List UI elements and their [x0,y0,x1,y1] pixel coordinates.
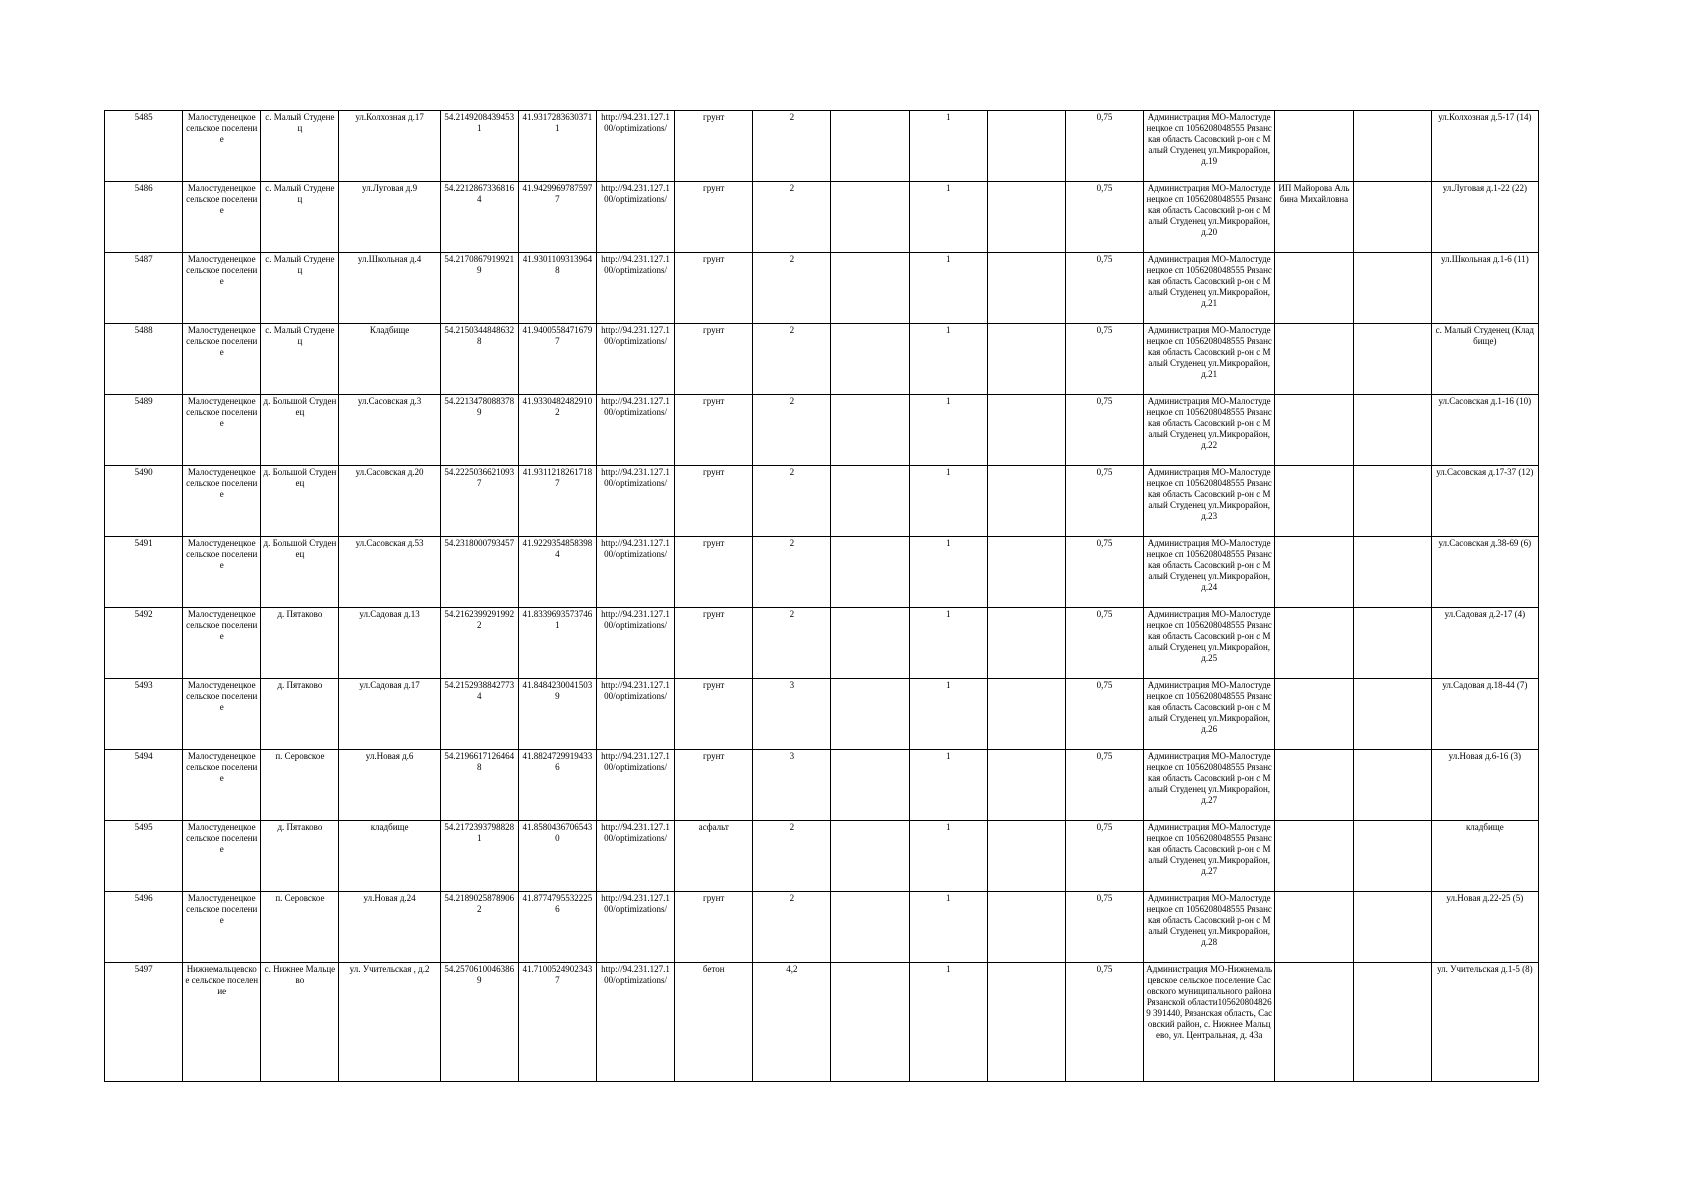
cell-lon: 41.84842300415039 [518,679,596,750]
cell-served: ул.Сасовская д.38-69 (6) [1431,537,1538,608]
cell-surface: грунт [675,182,753,253]
cell-area: 3 [753,679,831,750]
cell-e1 [831,821,909,892]
cell-served: ул.Колхозная д.5-17 (14) [1431,111,1538,182]
cell-municipality: Малостуденецкое сельское поселение [183,182,261,253]
cell-volume: 0,75 [1065,111,1143,182]
cell-lon: 41.92293548583984 [518,537,596,608]
cell-area: 2 [753,395,831,466]
cell-surface: грунт [675,537,753,608]
table-row [105,466,1539,537]
cell-containers: 1 [909,253,987,324]
cell-e1 [831,182,909,253]
cell-owner: Администрация МО-Малостуденецкое сп 1056208048555 Рязанская область Сасовский р-он с Малый Студенец ул.Микрорайон, д.20 [1144,182,1275,253]
cell-served: ул.Школьная д.1-6 (11) [1431,253,1538,324]
cell-containers: 1 [909,750,987,821]
table-row [105,821,1539,892]
cell-settlement: с. Малый Студенец [261,182,339,253]
cell-user [1275,963,1353,1082]
cell-area: 2 [753,324,831,395]
cell-no: 5487 [105,253,183,324]
cell-link: http://94.231.127.100/optimizations/ [596,324,674,395]
cell-served: ул.Садовая д.18-44 (7) [1431,679,1538,750]
cell-lat: 54.21723937988281 [440,821,518,892]
cell-e2 [987,395,1065,466]
cell-address: Кладбище [339,324,440,395]
cell-area: 2 [753,466,831,537]
cell-settlement: д. Большой Студенец [261,537,339,608]
cell-link: http://94.231.127.100/optimizations/ [596,537,674,608]
table-row [105,963,1539,1082]
cell-link: http://94.231.127.100/optimizations/ [596,111,674,182]
cell-owner: Администрация МО-Малостуденецкое сп 1056208048555 Рязанская область Сасовский р-он с Малый Студенец ул.Микрорайон, д.21 [1144,324,1275,395]
cell-e3 [1353,111,1431,182]
cell-surface: грунт [675,466,753,537]
cell-e3 [1353,253,1431,324]
cell-address: ул.Школьная д.4 [339,253,440,324]
cell-served: кладбище [1431,821,1538,892]
cell-owner: Администрация МО-Малостуденецкое сп 1056208048555 Рязанская область Сасовский р-он с Малый Студенец ул.Микрорайон, д.28 [1144,892,1275,963]
cell-lon: 41.93112182617187 [518,466,596,537]
cell-surface: асфальт [675,821,753,892]
cell-served: ул.Луговая д.1-22 (22) [1431,182,1538,253]
cell-surface: грунт [675,608,753,679]
cell-settlement: д. Пятаково [261,679,339,750]
cell-lat: 54.22128673368164 [440,182,518,253]
cell-owner: Администрация МО-Нижнемальцевское сельское поселение Сасовского муниципального района Рязанской области1056208048269 391440, Рязанская область, Сасовский район, с. Нижнее Мальцево, ул. Центральная, д. 43а [1144,963,1275,1082]
cell-lon: 41.93011093139648 [518,253,596,324]
cell-address: ул.Садовая д.17 [339,679,440,750]
table-row [105,892,1539,963]
cell-volume: 0,75 [1065,679,1143,750]
cell-settlement: д. Большой Студенец [261,466,339,537]
cell-municipality: Малостуденецкое сельское поселение [183,608,261,679]
table-row [105,679,1539,750]
cell-link: http://94.231.127.100/optimizations/ [596,963,674,1082]
cell-address: ул.Сасовская д.53 [339,537,440,608]
cell-user [1275,111,1353,182]
cell-e2 [987,466,1065,537]
cell-area: 4,2 [753,963,831,1082]
cell-served: ул.Садовая д.2-17 (4) [1431,608,1538,679]
cell-address: ул.Новая д.6 [339,750,440,821]
cell-municipality: Малостуденецкое сельское поселение [183,892,261,963]
cell-e2 [987,324,1065,395]
table-body [105,111,1539,1082]
cell-settlement: п. Серовское [261,892,339,963]
cell-served: ул.Сасовская д.17-37 (12) [1431,466,1538,537]
cell-e2 [987,182,1065,253]
cell-user [1275,750,1353,821]
cell-e1 [831,679,909,750]
cell-owner: Администрация МО-Малостуденецкое сп 1056208048555 Рязанская область Сасовский р-он с Малый Студенец ул.Микрорайон, д.25 [1144,608,1275,679]
cell-e1 [831,466,909,537]
cell-user [1275,466,1353,537]
cell-owner: Администрация МО-Малостуденецкое сп 1056208048555 Рязанская область Сасовский р-он с Малый Студенец ул.Микрорайон, д.19 [1144,111,1275,182]
cell-lon: 41.94299697875977 [518,182,596,253]
cell-settlement: с. Малый Студенец [261,253,339,324]
cell-municipality: Малостуденецкое сельское поселение [183,324,261,395]
cell-e3 [1353,395,1431,466]
table-row [105,324,1539,395]
cell-user [1275,395,1353,466]
cell-area: 2 [753,892,831,963]
cell-owner: Администрация МО-Малостуденецкое сп 1056208048555 Рязанская область Сасовский р-он с Малый Студенец ул.Микрорайон, д.27 [1144,750,1275,821]
table-row [105,111,1539,182]
cell-no: 5485 [105,111,183,182]
cell-settlement: с. Малый Студенец [261,111,339,182]
cell-address: ул.Сасовская д.20 [339,466,440,537]
cell-address: ул.Садовая д.13 [339,608,440,679]
cell-user [1275,679,1353,750]
cell-address: ул.Сасовская д.3 [339,395,440,466]
cell-municipality: Малостуденецкое сельское поселение [183,111,261,182]
cell-volume: 0,75 [1065,608,1143,679]
cell-surface: грунт [675,679,753,750]
cell-lon: 41.87747955322256 [518,892,596,963]
cell-lon: 41.93304824829102 [518,395,596,466]
cell-user [1275,324,1353,395]
cell-municipality: Малостуденецкое сельское поселение [183,466,261,537]
cell-e2 [987,821,1065,892]
cell-surface: грунт [675,253,753,324]
cell-e3 [1353,324,1431,395]
cell-no: 5493 [105,679,183,750]
cell-e2 [987,892,1065,963]
cell-lon: 41.88247299194336 [518,750,596,821]
cell-no: 5492 [105,608,183,679]
cell-area: 2 [753,821,831,892]
cell-owner: Администрация МО-Малостуденецкое сп 1056208048555 Рязанская область Сасовский р-он с Малый Студенец ул.Микрорайон, д.26 [1144,679,1275,750]
cell-e3 [1353,182,1431,253]
cell-e2 [987,608,1065,679]
cell-e3 [1353,608,1431,679]
cell-settlement: д. Большой Студенец [261,395,339,466]
cell-lon: 41.94005584716797 [518,324,596,395]
cell-link: http://94.231.127.100/optimizations/ [596,892,674,963]
cell-containers: 1 [909,679,987,750]
table-row [105,253,1539,324]
table-row [105,750,1539,821]
cell-no: 5496 [105,892,183,963]
cell-no: 5497 [105,963,183,1082]
cell-served: ул. Учительская д.1-5 (8) [1431,963,1538,1082]
cell-municipality: Малостуденецкое сельское поселение [183,537,261,608]
cell-e2 [987,963,1065,1082]
cell-user: ИП Майорова Альбина Михайловна [1275,182,1353,253]
cell-containers: 1 [909,821,987,892]
cell-link: http://94.231.127.100/optimizations/ [596,395,674,466]
cell-lat: 54.21492084394531 [440,111,518,182]
cell-e1 [831,253,909,324]
cell-address: ул.Колхозная д.17 [339,111,440,182]
cell-municipality: Малостуденецкое сельское поселение [183,253,261,324]
cell-user [1275,253,1353,324]
cell-link: http://94.231.127.100/optimizations/ [596,253,674,324]
registry-table [104,110,1539,1082]
cell-link: http://94.231.127.100/optimizations/ [596,821,674,892]
cell-containers: 1 [909,324,987,395]
cell-area: 2 [753,253,831,324]
cell-lat: 54.2318000793457 [440,537,518,608]
cell-surface: грунт [675,750,753,821]
cell-volume: 0,75 [1065,466,1143,537]
cell-municipality: Малостуденецкое сельское поселение [183,679,261,750]
cell-surface: грунт [675,395,753,466]
cell-lat: 54.21623992919922 [440,608,518,679]
cell-served: ул.Новая д.6-16 (3) [1431,750,1538,821]
cell-municipality: Малостуденецкое сельское поселение [183,821,261,892]
cell-owner: Администрация МО-Малостуденецкое сп 1056208048555 Рязанская область Сасовский р-он с Малый Студенец ул.Микрорайон, д.27 [1144,821,1275,892]
cell-e2 [987,111,1065,182]
cell-link: http://94.231.127.100/optimizations/ [596,679,674,750]
cell-lat: 54.25706100463869 [440,963,518,1082]
cell-area: 2 [753,111,831,182]
cell-settlement: с. Нижнее Мальцево [261,963,339,1082]
cell-lon: 41.93172836303711 [518,111,596,182]
cell-user [1275,821,1353,892]
cell-e2 [987,537,1065,608]
cell-settlement: д. Пятаково [261,608,339,679]
cell-owner: Администрация МО-Малостуденецкое сп 1056208048555 Рязанская область Сасовский р-он с Малый Студенец ул.Микрорайон, д.24 [1144,537,1275,608]
cell-e1 [831,111,909,182]
cell-settlement: д. Пятаково [261,821,339,892]
cell-containers: 1 [909,395,987,466]
cell-containers: 1 [909,963,987,1082]
cell-area: 2 [753,537,831,608]
cell-volume: 0,75 [1065,324,1143,395]
cell-volume: 0,75 [1065,182,1143,253]
cell-e1 [831,324,909,395]
cell-surface: грунт [675,892,753,963]
cell-e1 [831,537,909,608]
cell-volume: 0,75 [1065,537,1143,608]
cell-e1 [831,963,909,1082]
cell-volume: 0,75 [1065,963,1143,1082]
cell-no: 5491 [105,537,183,608]
cell-e3 [1353,892,1431,963]
cell-lat: 54.21708679199219 [440,253,518,324]
cell-link: http://94.231.127.100/optimizations/ [596,182,674,253]
cell-surface: бетон [675,963,753,1082]
cell-lat: 54.22134780883789 [440,395,518,466]
cell-link: http://94.231.127.100/optimizations/ [596,750,674,821]
cell-lat: 54.21529388427734 [440,679,518,750]
cell-user [1275,537,1353,608]
cell-lat: 54.21890258789062 [440,892,518,963]
cell-area: 2 [753,182,831,253]
cell-address: ул.Луговая д.9 [339,182,440,253]
cell-served: с. Малый Студенец (Кладбище) [1431,324,1538,395]
cell-e1 [831,750,909,821]
cell-containers: 1 [909,608,987,679]
cell-no: 5486 [105,182,183,253]
cell-lat: 54.22250366210937 [440,466,518,537]
cell-volume: 0,75 [1065,821,1143,892]
cell-e2 [987,253,1065,324]
table-row [105,608,1539,679]
cell-containers: 1 [909,537,987,608]
cell-served: ул.Новая д.22-25 (5) [1431,892,1538,963]
cell-link: http://94.231.127.100/optimizations/ [596,466,674,537]
cell-area: 2 [753,608,831,679]
cell-municipality: Нижнемальцевское сельское поселение [183,963,261,1082]
cell-surface: грунт [675,324,753,395]
cell-surface: грунт [675,111,753,182]
cell-owner: Администрация МО-Малостуденецкое сп 1056208048555 Рязанская область Сасовский р-он с Малый Студенец ул.Микрорайон, д.22 [1144,395,1275,466]
cell-e3 [1353,821,1431,892]
cell-e2 [987,679,1065,750]
cell-e1 [831,395,909,466]
cell-settlement: п. Серовское [261,750,339,821]
cell-municipality: Малостуденецкое сельское поселение [183,750,261,821]
table-row [105,395,1539,466]
cell-volume: 0,75 [1065,395,1143,466]
cell-settlement: с. Малый Студенец [261,324,339,395]
cell-e3 [1353,537,1431,608]
cell-area: 3 [753,750,831,821]
cell-user [1275,892,1353,963]
cell-e1 [831,892,909,963]
cell-no: 5490 [105,466,183,537]
cell-no: 5489 [105,395,183,466]
cell-lon: 41.85804367065430 [518,821,596,892]
cell-no: 5495 [105,821,183,892]
cell-municipality: Малостуденецкое сельское поселение [183,395,261,466]
cell-e2 [987,750,1065,821]
cell-no: 5494 [105,750,183,821]
cell-owner: Администрация МО-Малостуденецкое сп 1056208048555 Рязанская область Сасовский р-он с Малый Студенец ул.Микрорайон, д.23 [1144,466,1275,537]
cell-containers: 1 [909,182,987,253]
cell-volume: 0,75 [1065,253,1143,324]
cell-containers: 1 [909,466,987,537]
cell-user [1275,608,1353,679]
cell-volume: 0,75 [1065,892,1143,963]
cell-lat: 54.21503448486328 [440,324,518,395]
cell-e3 [1353,679,1431,750]
cell-no: 5488 [105,324,183,395]
table-row [105,537,1539,608]
cell-address: ул. Учительская , д.2 [339,963,440,1082]
cell-volume: 0,75 [1065,750,1143,821]
cell-e3 [1353,963,1431,1082]
cell-containers: 1 [909,111,987,182]
cell-served: ул.Сасовская д.1-16 (10) [1431,395,1538,466]
table-row [105,182,1539,253]
cell-address: кладбище [339,821,440,892]
cell-address: ул.Новая д.24 [339,892,440,963]
cell-owner: Администрация МО-Малостуденецкое сп 1056208048555 Рязанская область Сасовский р-он с Малый Студенец ул.Микрорайон, д.21 [1144,253,1275,324]
cell-lon: 41.71005249023437 [518,963,596,1082]
cell-containers: 1 [909,892,987,963]
cell-e1 [831,608,909,679]
cell-lon: 41.83396935737461 [518,608,596,679]
cell-link: http://94.231.127.100/optimizations/ [596,608,674,679]
cell-e3 [1353,750,1431,821]
cell-lat: 54.21966171264648 [440,750,518,821]
cell-e3 [1353,466,1431,537]
